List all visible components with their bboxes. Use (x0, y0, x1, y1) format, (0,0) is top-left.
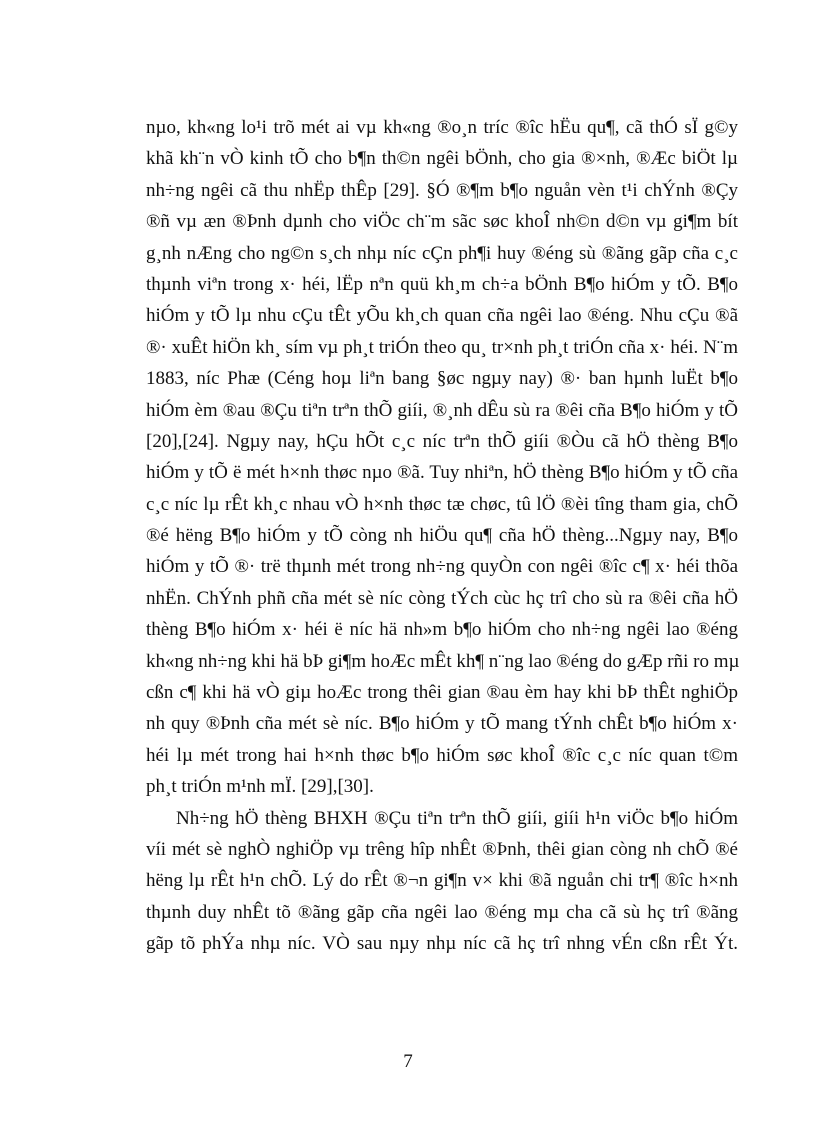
text-line: hëng lµ rÊt h¹n chÕ. Lý do rÊt ®¬n gi¶n v× khi ®ã nguån chi tr¶ ®îc h×nh (146, 870, 738, 892)
text-line: hiÓm y tÕ ë mét h×nh thøc nµo ®ã. Tuy nhiªn, hÖ thèng B¶o hiÓm y tÕ cña (146, 462, 738, 484)
text-line: g¸nh nÆng cho ng©n s¸ch nhµ níc cÇn ph¶i huy ®éng sù ®ãng gãp cña c¸c (146, 242, 738, 264)
text-line: ®· xuÊt hiÖn kh¸ sím vµ ph¸t triÓn theo qu¸ tr×nh ph¸t triÓn cña x· héi. N¨m (146, 336, 738, 358)
text-line: thµnh duy nhÊt tõ ®ãng gãp cña ngêi lao ®éng mµ cha cã sù hç trî ®ãng (146, 901, 738, 923)
text-line: [20],[24]. Ngµy nay, hÇu hÕt c¸c níc trªn thÕ giíi ®Òu cã hÖ thèng B¶o (146, 430, 738, 452)
text-line: gãp tõ phÝa nhµ níc. VÒ sau nµy nhµ níc cã hç trî nhng vÉn cßn rÊt Ýt. (146, 933, 738, 955)
text-line: hiÓm y tÕ ®· trë thµnh mét trong nh÷ng quyÒn con ngêi ®îc c¶ x· héi thõa (146, 556, 738, 578)
text-line: hiÓm y tÕ lµ nhu cÇu tÊt yÕu kh¸ch quan cña ngêi lao ®éng. Nhu cÇu ®ã (146, 305, 738, 327)
text-line: c¸c níc lµ rÊt kh¸c nhau vÒ h×nh thøc tæ chøc, tû lÖ ®èi tîng tham gia, chÕ (146, 493, 738, 515)
text-line: Nh÷ng hÖ thèng BHXH ®Çu tiªn trªn thÕ giíi, giíi h¹n viÖc b¶o hiÓm (176, 807, 738, 829)
text-line: héi lµ mét trong hai h×nh thøc b¶o hiÓm søc khoÎ ®îc c¸c níc quan t©m (146, 744, 738, 766)
text-line: nhËn. ChÝnh phñ cña mét sè níc còng tÝch cùc hç trî cho sù ra ®êi cña hÖ (146, 587, 738, 609)
text-line: 1883, níc Phæ (Céng hoµ liªn bang §øc ngµy nay) ®· ban hµnh luËt b¶o (146, 368, 738, 390)
paragraph-1 (146, 112, 738, 803)
text-line: nµo, kh«ng lo¹i trõ mét ai vµ kh«ng ®o¸n tríc ®îc hËu qu¶, cã thÓ sÏ g©y (146, 117, 738, 138)
text-line: thµnh viªn trong x· héi, lËp nªn quü kh¸m ch÷a bÖnh B¶o hiÓm y tÕ. B¶o (146, 273, 738, 295)
text-line: hiÓm èm ®au ®Çu tiªn trªn thÕ giíi, ®¸nh dÊu sù ra ®êi cña B¶o hiÓm y tÕ (146, 399, 738, 421)
text-line: víi mét sè nghÒ nghiÖp vµ trêng hîp nhÊt ®Þnh, thêi gian còng nh chÕ ®é (146, 838, 738, 860)
text-line: ph¸t triÓn m¹nh mÏ. [29],[30]. (146, 776, 374, 798)
body-text (146, 112, 738, 960)
text-line: cßn c¶ khi hä vÒ giµ hoÆc trong thêi gian ®au èm hay khi bÞ thÊt nghiÖp (146, 682, 738, 704)
page-number: 7 (403, 1051, 413, 1072)
text-line: kh«ng nh÷ng khi hä bÞ gi¶m hoÆc mÊt kh¶ n¨ng lao ®éng do gÆp rñi ro mµ (146, 650, 740, 672)
paragraph-2 (146, 803, 738, 960)
text-line: nh quy ®Þnh cña mét sè níc. B¶o hiÓm y tÕ mang tÝnh chÊt b¶o hiÓm x· (146, 713, 738, 735)
text-line: nh÷ng ngêi cã thu nhËp thÊp [29]. §Ó ®¶m b¶o nguån vèn t¹i chÝnh ®Çy (146, 179, 738, 201)
text-line: khã kh¨n vÒ kinh tÕ cho b¶n th©n ngêi bÖnh, cho gia ®×nh, ®Æc biÖt lµ (146, 148, 738, 170)
text-line: thèng B¶o hiÓm x· héi ë níc hä nh»m b¶o hiÓm cho nh÷ng ngêi lao ®éng (146, 619, 738, 641)
text-line: ®ñ vµ æn ®Þnh dµnh cho viÖc ch¨m sãc søc khoÎ nh©n d©n vµ gi¶m bít (146, 211, 738, 233)
text-line: ®é hëng B¶o hiÓm y tÕ còng nh hiÖu qu¶ cña hÖ thèng...Ngµy nay, B¶o (146, 525, 738, 547)
